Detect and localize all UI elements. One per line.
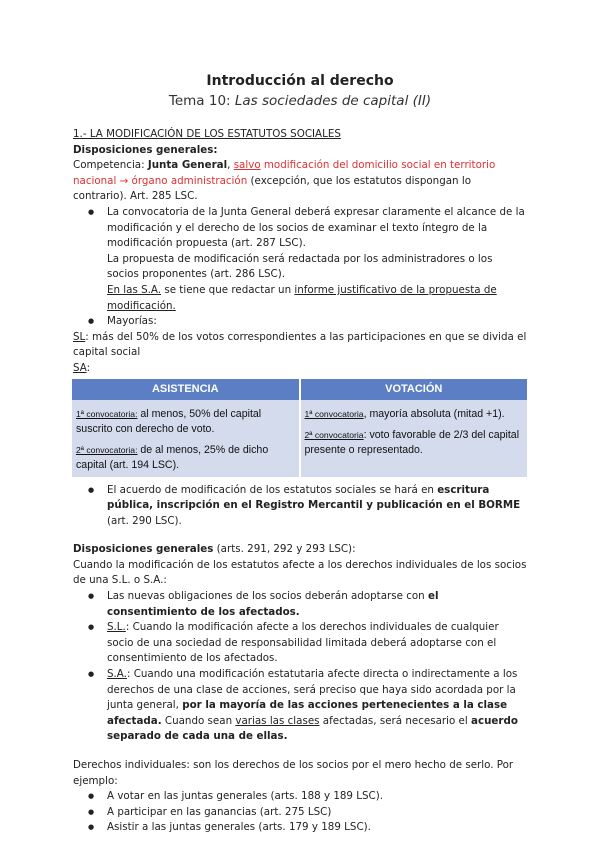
section1-bullets-2 xyxy=(73,483,527,530)
sl-paragraph: SL: más del 50% de los votos correspondientes a las participaciones en que se divida el capital social xyxy=(73,330,527,359)
list-item: ● S.L.: Cuando la modificación afecte a los derechos individuales de cualquier socio de una sociedad de responsabilidad limitada deberá adoptarse con el consentimiento de los afectados. xyxy=(73,620,527,667)
section2-intro: Cuando la modificación de los estatutos afecte a los derechos individuales de los socios de una S.L. o S.A.: xyxy=(73,558,527,587)
list-item: ● Mayorías: xyxy=(73,314,527,330)
votacion-cell: 1ª convocatoria, mayoría absoluta (mitad +1). 2ª convocatoria: voto favorable de 2/3 del capital presente o representado. xyxy=(300,400,528,477)
section1-bullets xyxy=(73,205,527,330)
subtitle-italic: Las sociedades de capital (II) xyxy=(234,93,432,109)
section2-bullets xyxy=(73,589,527,745)
list-item: ● S.A.: Cuando una modificación estatutaria afecte directa o indirectamente a los derechos de una clase de acciones, será preciso que haya sido acordada por la junta general, por la mayoría de las acciones pertenecientes a la clase afectada. Cuando sean varias las clases afectadas, será necesario el acuerdo separado de cada una de ellas. xyxy=(73,667,527,745)
list-item: ● Asistir a las juntas generales (arts. 179 y 189 LSC). xyxy=(73,820,527,836)
document-body xyxy=(73,127,527,836)
majorities-table xyxy=(72,379,527,477)
list-item: ● La convocatoria de la Junta General deberá expresar claramente el alcance de la modificación y el derecho de los socios de examinar el texto íntegro de la modificación propuesta (art. 287 LSC). La propuesta de modificación será redactada por los administradores o los socios proponentes (art. 286 LSC). En las S.A. se tiene que redactar un informe justificativo de la propuesta de modificación. xyxy=(73,205,527,314)
asistencia-cell: 1ª convocatoria: al menos, 50% del capital suscrito con derecho de voto. 2ª convocatoria: de al menos, 25% de dicho capital (art. 194 LSC). xyxy=(72,400,300,477)
list-item: ● El acuerdo de modificación de los estatutos sociales se hará en escritura pública, inscripción en el Registro Mercantil y publicación en el BORME (art. 290 LSC). xyxy=(73,483,527,530)
list-item: ● A participar en las ganancias (art. 275 LSC) xyxy=(73,805,527,821)
section3-intro: Derechos individuales: son los derechos de los socios por el mero hecho de serlo. Por ejemplo: xyxy=(73,759,514,787)
section1-heading: 1.- LA MODIFICACIÓN DE LOS ESTATUTOS SOCIALES xyxy=(73,128,341,140)
document-title: Introducción al derecho xyxy=(206,73,394,89)
list-item: ● Las nuevas obligaciones de los socios deberán adoptarse con el consentimiento de los afectados. xyxy=(73,589,527,620)
table-header-votacion: VOTACIÓN xyxy=(300,379,528,400)
section2-heading: Disposiciones generales (arts. 291, 292 y 293 LSC): xyxy=(73,543,356,556)
subtitle-prefix: Tema 10: xyxy=(168,93,235,109)
table-row xyxy=(72,400,527,477)
list-item: ● A votar en las juntas generales (arts. 188 y 189 LSC). xyxy=(73,789,527,805)
section3-bullets xyxy=(73,789,527,836)
sa-label: SA: xyxy=(73,361,91,374)
table-header-row xyxy=(72,379,527,400)
competencia-paragraph: Competencia: Junta General, salvo modificación del domicilio social en territorio nacional → órgano administración (excepción, que los estatutos dispongan lo contrario). Art. 285 LSC. xyxy=(73,159,496,203)
table-header-asistencia: ASISTENCIA xyxy=(72,379,300,400)
document-subtitle xyxy=(73,92,527,110)
section1-disp-heading: Disposiciones generales: xyxy=(73,143,218,156)
